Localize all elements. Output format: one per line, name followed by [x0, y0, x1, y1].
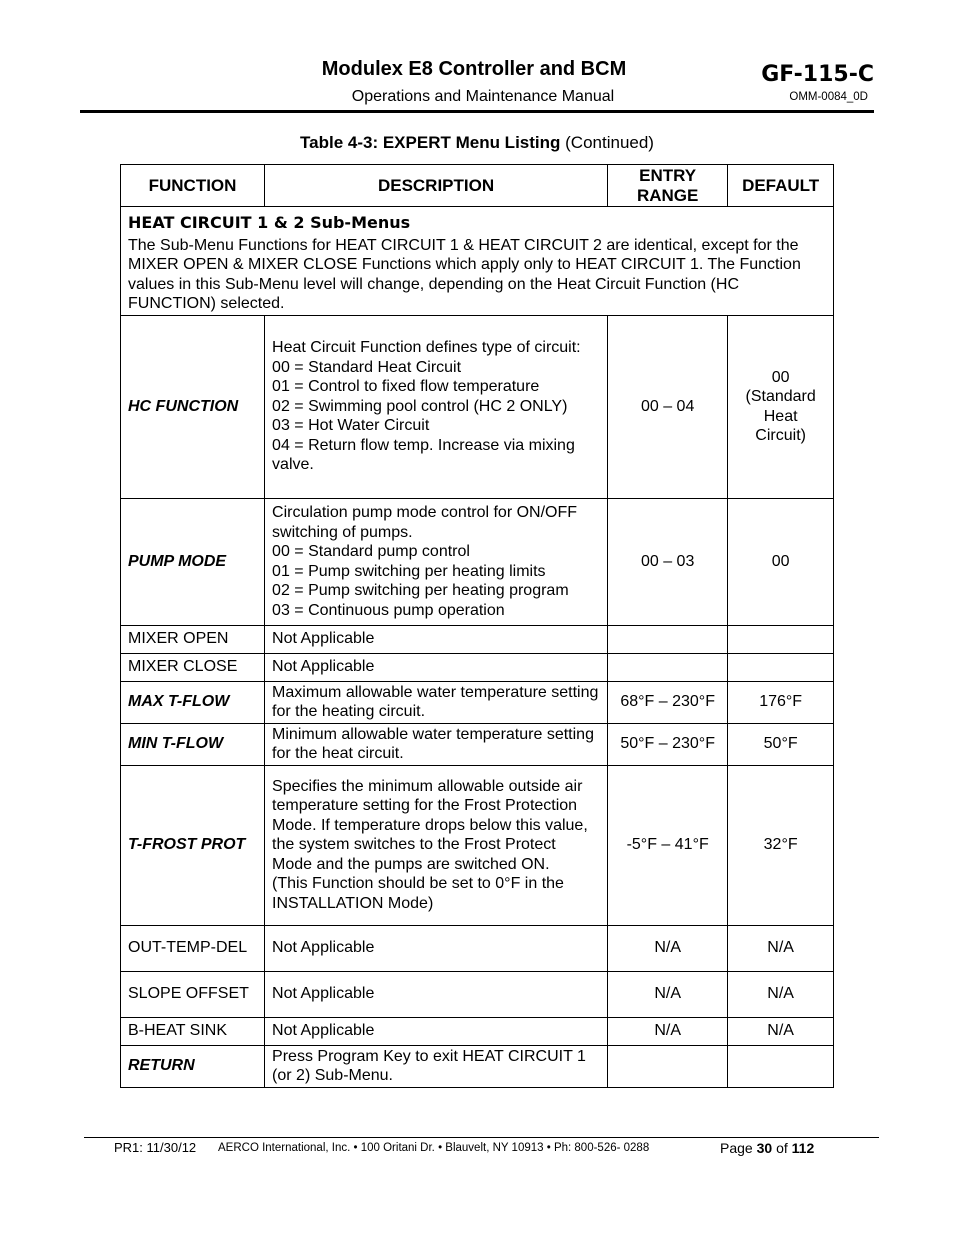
entry-range-cell: 00 – 03	[608, 498, 728, 625]
description-cell	[265, 1017, 608, 1045]
default-cell: 00 (Standard Heat Circuit)	[728, 315, 834, 498]
table-row	[121, 653, 834, 681]
document-code: GF-115-C	[761, 62, 874, 87]
entry-range-cell: 68°F – 230°F	[608, 681, 728, 723]
description-line: Press Program Key to exit HEAT CIRCUIT 1 (or 2) Sub-Menu.	[272, 1047, 586, 1084]
table-row	[121, 1045, 834, 1087]
description-line: Minimum allowable water temperature setting for the heat circuit.	[272, 725, 594, 762]
description-line: (This Function should be set to 0°F in the INSTALLATION Mode)	[272, 875, 564, 912]
header-function: FUNCTION	[121, 165, 265, 207]
description-line: 03 = Hot Water Circuit	[272, 417, 430, 435]
table-row	[121, 681, 834, 723]
footer-page-number	[720, 1140, 814, 1156]
function-cell: MIXER OPEN	[121, 625, 265, 653]
function-cell: HC FUNCTION	[121, 315, 265, 498]
description-cell	[265, 625, 608, 653]
description-line: 02 = Swimming pool control (HC 2 ONLY)	[272, 397, 568, 415]
footer-page-total: 112	[791, 1140, 815, 1156]
description-line: Not Applicable	[272, 630, 375, 648]
description-line: 00 = Standard Heat Circuit	[272, 358, 462, 376]
entry-range-cell: -5°F – 41°F	[608, 765, 728, 925]
entry-range-cell	[608, 1045, 728, 1087]
default-cell	[728, 625, 834, 653]
function-cell: PUMP MODE	[121, 498, 265, 625]
default-cell: N/A	[728, 925, 834, 971]
description-cell	[265, 315, 608, 498]
description-cell	[265, 1045, 608, 1087]
section-row	[121, 207, 834, 316]
function-cell: MIXER CLOSE	[121, 653, 265, 681]
description-line: Not Applicable	[272, 658, 375, 676]
description-line: Heat Circuit Function defines type of circuit:	[272, 339, 581, 357]
default-cell: 32°F	[728, 765, 834, 925]
table-row	[121, 971, 834, 1017]
description-cell	[265, 925, 608, 971]
description-cell	[265, 765, 608, 925]
function-cell: SLOPE OFFSET	[121, 971, 265, 1017]
entry-range-cell: N/A	[608, 971, 728, 1017]
description-line: 02 = Pump switching per heating program	[272, 582, 569, 599]
default-cell	[728, 1045, 834, 1087]
description-line: Not Applicable	[272, 1022, 375, 1040]
function-cell: T-FROST PROT	[121, 765, 265, 925]
description-line: 01 = Control to fixed flow temperature	[272, 378, 540, 396]
description-line: 00 = Standard pump control	[272, 543, 470, 560]
footer-revision-date: PR1: 11/30/12	[114, 1140, 197, 1155]
footer-page-current: 30	[756, 1140, 773, 1156]
entry-range-cell: 00 – 04	[608, 315, 728, 498]
document-subtitle: Operations and Maintenance Manual	[351, 88, 615, 105]
default-cell: N/A	[728, 971, 834, 1017]
description-line: Not Applicable	[272, 939, 375, 957]
table-row	[121, 925, 834, 971]
function-cell: RETURN	[121, 1045, 265, 1087]
default-cell: N/A	[728, 1017, 834, 1045]
footer-rule	[84, 1137, 879, 1138]
entry-range-cell: N/A	[608, 1017, 728, 1045]
footer-company-info: AERCO International, Inc. • 100 Oritani Dr. • Blauvelt, NY 10913 • Ph: 800-526- 0288	[218, 1142, 650, 1154]
table-row	[121, 1017, 834, 1045]
function-cell: OUT-TEMP-DEL	[121, 925, 265, 971]
table-row	[121, 723, 834, 765]
function-cell: B-HEAT SINK	[121, 1017, 265, 1045]
table-row	[121, 765, 834, 925]
section-title: HEAT CIRCUIT 1 & 2 Sub-Menus	[128, 213, 411, 232]
description-cell	[265, 723, 608, 765]
entry-range-cell	[608, 653, 728, 681]
description-cell	[265, 971, 608, 1017]
table-caption-title: Table 4-3: EXPERT Menu Listing	[300, 133, 561, 152]
footer-of-label: of	[776, 1140, 788, 1156]
table-header-row	[121, 165, 834, 207]
description-cell	[265, 653, 608, 681]
default-cell: 50°F	[728, 723, 834, 765]
header-entry-range-line2: RANGE	[636, 185, 699, 205]
description-line: Maximum allowable water temperature setting for the heating circuit.	[272, 683, 599, 720]
section-text: The Sub-Menu Functions for HEAT CIRCUIT 1 & HEAT CIRCUIT 2 are identical, except for the MIXER OPEN & MIXER CLOSE Functions which apply only to HEAT CIRCUIT 1. The Function values in this Sub-Menu level will change, depending on the Heat Circuit Function (HC FUNCTION) selected.	[128, 236, 801, 312]
entry-range-cell: N/A	[608, 925, 728, 971]
default-cell: 00	[728, 498, 834, 625]
default-cell: 176°F	[728, 681, 834, 723]
header-entry-range	[608, 165, 728, 207]
entry-range-cell: 50°F – 230°F	[608, 723, 728, 765]
header-default: DEFAULT	[728, 165, 834, 207]
function-cell: MIN T-FLOW	[121, 723, 265, 765]
description-cell	[265, 498, 608, 625]
description-line: Not Applicable	[272, 985, 375, 1003]
table-caption	[0, 133, 954, 153]
header-entry-range-line1: ENTRY	[639, 165, 697, 185]
table-caption-note: (Continued)	[565, 133, 654, 152]
description-cell	[265, 681, 608, 723]
document-revision: OMM-0084_0D	[789, 91, 868, 103]
header-description: DESCRIPTION	[265, 165, 608, 207]
description-line: 01 = Pump switching per heating limits	[272, 562, 546, 580]
section-cell	[121, 207, 834, 316]
expert-menu-table	[120, 164, 834, 1088]
table-row	[121, 498, 834, 625]
table-row	[121, 315, 834, 498]
description-line: Circulation pump mode control for ON/OFF switching of pumps.	[272, 504, 578, 541]
header-rule	[80, 110, 874, 113]
description-line: Specifies the minimum allowable outside air temperature setting for the Frost Protection Mode. If temperature drops below this value, the system switches to the Frost Protect Mode and the pumps are switched ON.	[272, 777, 588, 873]
table-row	[121, 625, 834, 653]
default-cell	[728, 653, 834, 681]
entry-range-cell	[608, 625, 728, 653]
function-cell: MAX T-FLOW	[121, 681, 265, 723]
document-title: Modulex E8 Controller and BCM	[321, 58, 627, 80]
description-line: 03 = Continuous pump operation	[272, 601, 505, 619]
description-line: 04 = Return flow temp. Increase via mixing valve.	[272, 436, 575, 474]
footer-page-label: Page	[720, 1140, 753, 1156]
